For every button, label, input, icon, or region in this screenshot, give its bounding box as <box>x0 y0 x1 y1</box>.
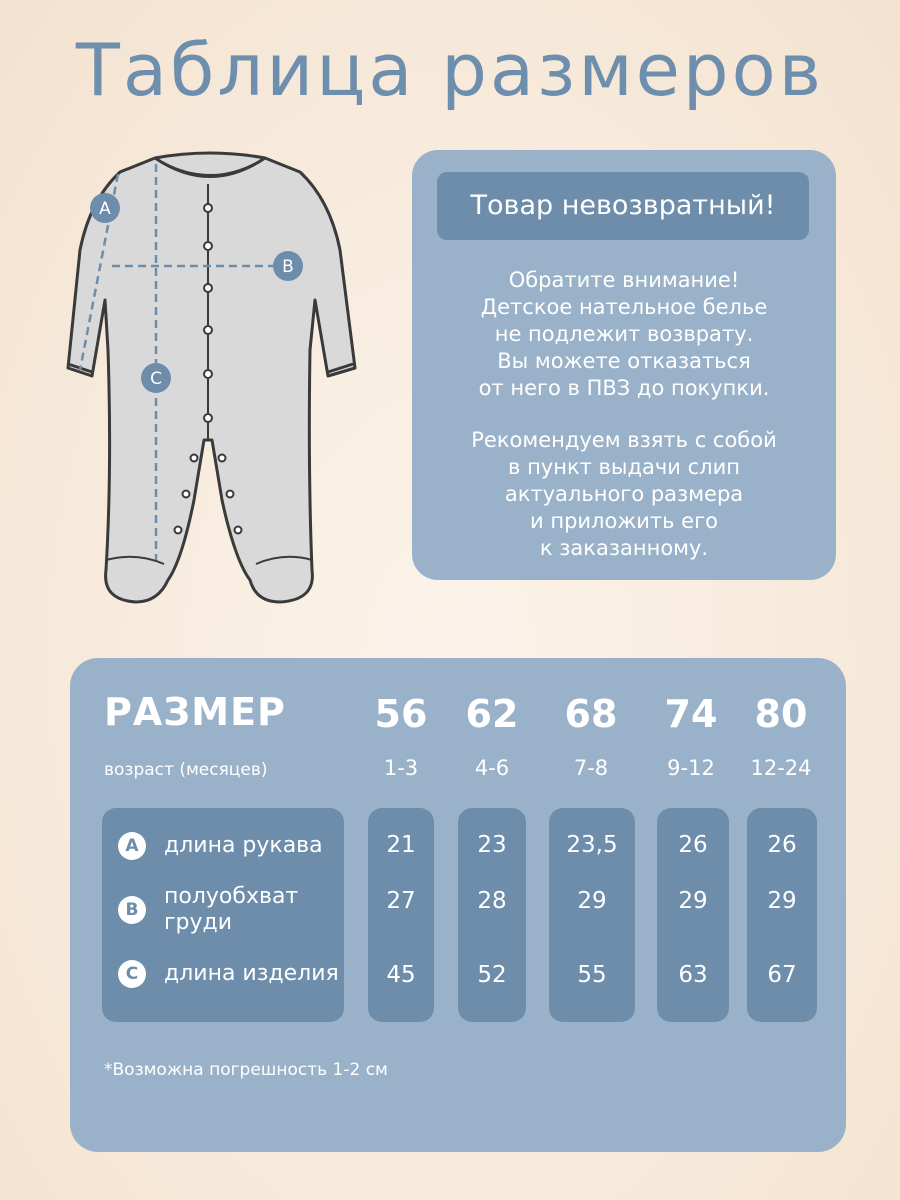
badge-c: C <box>118 960 146 988</box>
cell-74-length: 63 <box>678 962 708 988</box>
marker-b-label: B <box>282 257 294 277</box>
cell-56-length: 45 <box>386 962 416 988</box>
marker-c-label: C <box>150 369 162 389</box>
notice-line: Детское нательное белье <box>480 295 768 319</box>
bodysuit-diagram <box>60 140 360 620</box>
cell-68-sleeve: 23,5 <box>566 832 618 858</box>
footnote: *Возможна погрешность 1-2 см <box>104 1060 388 1080</box>
cell-74-chest: 29 <box>678 888 708 914</box>
badge-a: A <box>118 832 146 860</box>
size-header-label: РАЗМЕР <box>104 690 286 734</box>
age-12-24: 12-24 <box>750 756 812 780</box>
marker-b <box>273 251 303 281</box>
cell-62-sleeve: 23 <box>477 832 507 858</box>
column-62 <box>458 808 526 1022</box>
cell-62-length: 52 <box>477 962 507 988</box>
cell-80-length: 67 <box>767 962 797 988</box>
page-title: Таблица размеров <box>75 28 825 112</box>
notice-body <box>412 267 836 587</box>
label-garment-length: длина изделия <box>164 961 339 986</box>
size-56: 56 <box>374 692 428 736</box>
size-table <box>70 658 846 1152</box>
notice-line: не подлежит возврату. <box>494 322 754 346</box>
age-1-3: 1-3 <box>383 756 419 780</box>
column-68 <box>549 808 635 1022</box>
marker-c <box>141 363 171 393</box>
notice-header: Товар невозвратный! <box>437 172 809 240</box>
column-56 <box>368 808 434 1022</box>
notice-line: актуального размера <box>504 482 744 506</box>
notice-paragraph-2 <box>412 427 836 562</box>
label-half-chest-line2: груди <box>164 910 233 935</box>
cell-80-sleeve: 26 <box>767 832 797 858</box>
age-7-8: 7-8 <box>573 756 609 780</box>
measurement-labels-panel <box>102 808 344 1022</box>
age-9-12: 9-12 <box>667 756 715 780</box>
cell-74-sleeve: 26 <box>678 832 708 858</box>
size-68: 68 <box>564 692 618 736</box>
cell-80-chest: 29 <box>767 888 797 914</box>
cell-68-length: 55 <box>577 962 607 988</box>
cell-56-chest: 27 <box>386 888 416 914</box>
notice-line: Рекомендуем взять с собой <box>471 428 777 452</box>
column-74 <box>657 808 729 1022</box>
age-header-label: возраст (месяцев) <box>104 760 268 780</box>
notice-line: к заказанному. <box>539 536 709 560</box>
notice-line: Вы можете отказаться <box>497 349 751 373</box>
label-sleeve-length: длина рукава <box>164 833 323 858</box>
cell-56-sleeve: 21 <box>386 832 416 858</box>
size-74: 74 <box>664 692 718 736</box>
badge-b: B <box>118 896 146 924</box>
notice-line: Обратите внимание! <box>508 268 740 292</box>
column-80 <box>747 808 817 1022</box>
cell-68-chest: 29 <box>577 888 607 914</box>
notice-line: в пункт выдачи слип <box>508 455 740 479</box>
non-returnable-notice <box>412 150 836 580</box>
cell-62-chest: 28 <box>477 888 507 914</box>
marker-a-label: A <box>99 199 111 219</box>
marker-a <box>90 193 120 223</box>
size-80: 80 <box>754 692 808 736</box>
label-half-chest-line1: полуобхват <box>164 884 299 909</box>
size-62: 62 <box>465 692 519 736</box>
notice-line: и приложить его <box>530 509 718 533</box>
notice-line: от него в ПВЗ до покупки. <box>478 376 770 400</box>
age-4-6: 4-6 <box>474 756 510 780</box>
notice-paragraph-1 <box>412 267 836 402</box>
